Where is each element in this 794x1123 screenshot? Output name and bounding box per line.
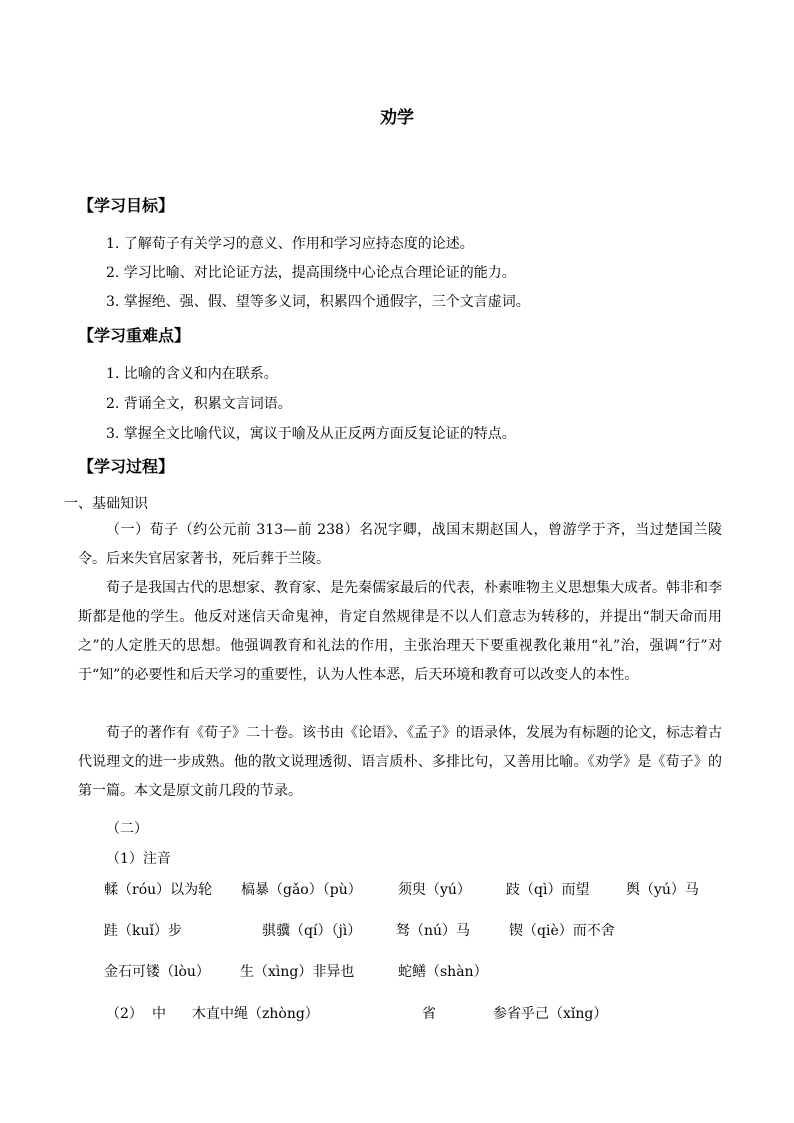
polyphonic-label: （2）	[106, 1006, 143, 1022]
goals-item-2: 2. 学习比喻、对比论证方法，提高围绕中心论点合理论证的能力。	[106, 265, 516, 281]
paragraph-xunzi-thought: 荀子是我国古代的思想家、教育家、是先秦儒家最后的代表，朴素唯物主义思想集大成者。韩非和李斯都是他的学生。他反对迷信天命鬼神，肯定自然规律是不以人们意志为转移的，并提出“制天命而用之”的人定胜天的思想。他强调教育和礼法的作用，主张治理天下要重视教化兼用“礼”治，强调“行”对于“知”的必要性和后天学习的重要性，认为人性本恶，后天环境和教育可以改变人的本性。	[78, 580, 722, 683]
goals-item-1: 1. 了解荀子有关学习的意义、作用和学习应持态度的论述。	[106, 236, 474, 252]
phonetic-item: 锲（qiè）而不舍	[509, 923, 615, 939]
key-points-heading: 【学习重难点】	[78, 326, 191, 345]
phonetic-item: 驽（nú）马	[396, 923, 471, 939]
phonetic-item: 跬（kuǐ）步	[104, 923, 182, 939]
key-points-item-3: 3. 掌握全文比喻代议，寓议于喻及从正反两方面反复论证的特点。	[106, 426, 516, 442]
phonetic-item: 骐骥（qí）（jì）	[262, 923, 362, 939]
paragraph-xunzi-works: 荀子的著作有《荀子》二十卷。该书由《论语》、《孟子》的语录体，发展为有标题的论文，标志着古代说理文的进一步成熟。他的散文说理透彻、语言质朴、多排比句，又善用比喻。《劝学》是《荀子》的第一篇。本文是原文前几段的节录。	[78, 725, 722, 799]
phonetic-item: 槁暴（gǎo）（pù）	[241, 882, 362, 898]
part-one-heading: 一、基础知识	[64, 496, 148, 512]
part-two-heading: （二）	[106, 821, 148, 837]
polyphonic-example: 参省乎己（xǐng）	[493, 1006, 608, 1022]
key-points-item-2: 2. 背诵全文，积累文言词语。	[106, 396, 292, 412]
key-points-item-1: 1. 比喻的含义和内在联系。	[106, 366, 278, 382]
phonetic-label: （1）注音	[106, 851, 171, 867]
phonetic-item: 金石可镂（lòu）	[104, 964, 210, 980]
phonetic-item: 輮（róu）以为轮	[104, 882, 213, 898]
phonetic-item: 生（xìng）非异也	[240, 964, 355, 980]
phonetic-item: 跂（qì）而望	[506, 882, 590, 898]
phonetic-item: 舆（yú）马	[626, 882, 699, 898]
polyphonic-char: 省	[422, 1006, 436, 1022]
goals-item-3: 3. 掌握绝、强、假、望等多义词，积累四个通假字，三个文言虚词。	[106, 294, 530, 310]
process-heading: 【学习过程】	[78, 457, 175, 476]
paragraph-xunzi-bio: （一）荀子（约公元前 313—前 238）名况字卿，战国末期赵国人，曾游学于齐，当过楚国兰陵令。后来失官居家著书，死后葬于兰陵。	[78, 522, 722, 567]
phonetic-item: 蛇鳝（shàn）	[398, 964, 488, 980]
polyphonic-char: 中	[152, 1006, 166, 1022]
polyphonic-example: 木直中绳（zhòng）	[192, 1006, 319, 1022]
phonetic-item: 须臾（yú）	[398, 882, 471, 898]
goals-heading: 【学习目标】	[78, 196, 175, 215]
document-title: 劝学	[380, 108, 414, 128]
